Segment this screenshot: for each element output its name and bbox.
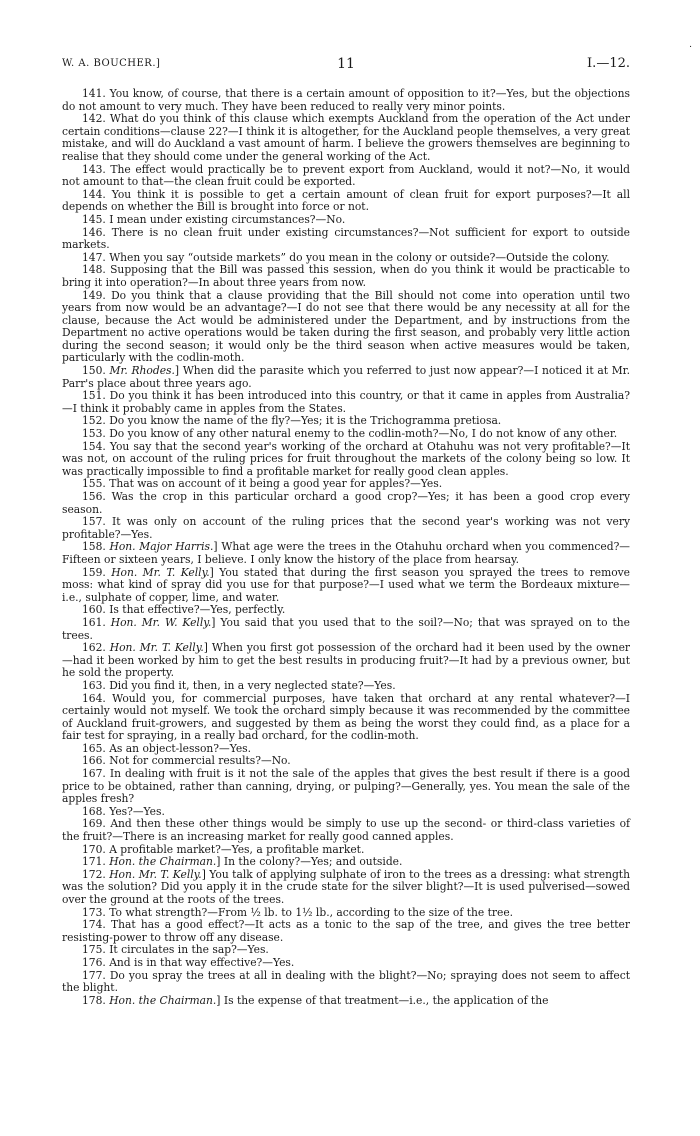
question-paragraph: 159. Hon. Mr. T. Kelly.] You stated that during the first season you sprayed the trees to remove moss: what kind of spray did you use for that purpose?—I used what we term the Bordeaux mixture—i.e., sulphate of copper, lime, and water. xyxy=(62,565,631,604)
speaker-name: Hon. Major Harris. xyxy=(109,540,214,554)
paragraph-text: 164. Would you, for commercial purposes, have taken that orchard at any rental whatever?—I certainly would not myself. We took the orchard simply because it was recommended by the committee of Auckland fruit-growers, and suggested by them as being the worst they could find, as a place for a fair test for spraying, in a really bad orchard, for the codlin-moth. xyxy=(62,691,630,743)
speaker-name: Hon. Mr. T. Kelly. xyxy=(109,867,202,881)
paragraph-text: 167. In dealing with fruit is it not the sale of the apples that gives the best result if there is a good price to be obtained, rather than canning, drying, or pulping?—Generally, yes. You mean the sale of the apples fresh? xyxy=(62,767,630,806)
document-reference: I.—12. xyxy=(587,56,630,71)
paragraph-text: 156. Was the crop in this particular orchard a good crop?—Yes; it has been a good crop every season. xyxy=(62,490,630,516)
paragraph-text: 142. What do you think of this clause which exempts Auckland from the operation of the Act under certain conditions—clause 22?—I think it is altogether, for the Auckland people themselves, a very great mistake, and will do Auckland a vast amount of harm. I believe the growers themselves are beginning to realise that they should come under the general working of the Act. xyxy=(62,112,630,163)
question-paragraph: 161. Hon. Mr. W. Kelly.] You said that you used that to the soil?—No; that was sprayed on to the trees. xyxy=(62,615,630,642)
paragraph-text: 168. Yes?—Yes. xyxy=(82,804,165,818)
question-paragraph xyxy=(62,290,630,366)
paragraph-text: 160. Is that effective?—Yes, perfectly. xyxy=(82,603,286,617)
question-paragraph: 172. Hon. Mr. T. Kelly.] You talk of applying sulphate of iron to the trees as a dressing: what strength was the solution? Did you apply it in the crude state for the silver blight?—It is used pulverised—sowed over the ground at the roots of the trees. xyxy=(62,867,630,906)
question-paragraph xyxy=(62,164,630,189)
paragraph-text: Is the expense of that treatment—i.e., the application of the xyxy=(223,993,549,1007)
question-number: 158. xyxy=(82,540,110,554)
question-paragraph: 178. Hon. the Chairman.] Is the expense of that treatment—i.e., the application of the xyxy=(82,993,549,1007)
paragraph-text: 154. You say that the second year's working of the orchard at Otahuhu was not very profitable?—It was not, on account of the ruling prices for fruit throughout the markets of the colony being so low. It was practically impossible to find a profitable market for really good clean apples. xyxy=(62,439,630,478)
paragraph-text: 152. Do you know the name of the fly?—Yes; it is the Trichogramma pretiosa. xyxy=(82,414,502,428)
question-number: 150. xyxy=(82,364,110,378)
paragraph-text: When did the parasite which you referred to just now appear?—I noticed it at Mr. Parr's place about three years ago. xyxy=(62,364,630,390)
paragraph-text: You said that you used that to the soil?—No; that was sprayed on to the trees. xyxy=(62,615,630,642)
question-paragraph: 158. Hon. Major Harris.] What age were the trees in the Otahuhu orchard when you commenced?—Fifteen or sixteen years, I believe. I only know the history of the place from hearsay. xyxy=(62,540,630,566)
paragraph-text: What age were the trees in the Otahuhu orchard when you commenced?—Fifteen or sixteen years, I believe. I only know the history of the place from hearsay. xyxy=(62,540,630,566)
question-paragraph xyxy=(62,491,630,516)
question-paragraph xyxy=(62,516,630,541)
paragraph-text: In the colony?—Yes; and outside. xyxy=(223,855,403,869)
paragraph-text: 153. Do you know of any other natural enemy to the codlin-moth?—No, I do not know of any other. xyxy=(82,427,618,441)
paragraph-text: 157. It was only on account of the ruling prices that the second year's working was not very profitable?—Yes. xyxy=(62,515,630,541)
question-paragraph xyxy=(62,919,630,944)
paragraph-text: 143. The effect would practically be to prevent export from Auckland, would it not?—No, it would not amount to that—the clean fruit could be exported. xyxy=(62,162,630,189)
paragraph-text: When you first got possession of the orchard had it been used by the owner—had it been worked by him to get the best results in producing fruit?—It had by a previous owner, but he sold the property. xyxy=(62,641,631,680)
paragraph-text: 169. And then these other things would be simply to use up the second- or third-class varieties of the fruit?—There is an increasing market for really good canned apples. xyxy=(62,817,630,844)
question-number: 178. xyxy=(82,993,110,1007)
evidence-body xyxy=(62,88,630,1007)
paragraph-text: 173. To what strength?—From ½ lb. to 1½ lb., according to the size of the tree. xyxy=(82,905,514,919)
paragraph-text: 149. Do you think that a clause providing that the Bill should not come into operation until two years from now would be an advantage?—I do not see that there would be any necessity at all for the clause, because the Act would be administered under the Department, and by instructions from the Department no active operations would be taken during the first season, and probably very little action during the second season; it would only be the third season when active measures would be taken, particularly with the codlin-moth. xyxy=(62,288,630,365)
question-paragraph xyxy=(62,113,630,163)
paragraph-text: You talk of applying sulphate of iron to the trees as a dressing: what strength was the solution? Did you apply it in the crude state for the silver blight?—It is used pulverised—sowed over the ground at the roots of the trees. xyxy=(62,867,630,906)
paragraph-text: You stated that during the first season you sprayed the trees to remove moss: what kind of spray did you use for that purpose?—I used what we term the Bordeaux mixture—i.e., sulphate of copper, lime, and water. xyxy=(62,565,631,604)
question-paragraph xyxy=(62,441,630,479)
speaker-name: Hon. Mr. T. Kelly. xyxy=(111,565,210,579)
paragraph-text: 147. When you say “outside markets” do you mean in the colony or outside?—Outside the colony. xyxy=(82,250,610,264)
paragraph-text: 166. Not for commercial results?—No. xyxy=(82,754,291,768)
paragraph-text: 151. Do you think it has been introduced into this country, or that it came in apples from Australia?—I think it probably came in apples from the States. xyxy=(62,389,630,415)
paragraph-text: 175. It circulates in the sap?—Yes. xyxy=(82,943,269,957)
speaker-name: Hon. Mr. T. Kelly. xyxy=(109,641,204,655)
question-paragraph xyxy=(62,693,630,743)
question-paragraph xyxy=(62,818,630,843)
question-number: 172. xyxy=(82,867,110,881)
paragraph-text: 145. I mean under existing circumstances?—No. xyxy=(82,212,346,226)
question-paragraph xyxy=(62,768,630,806)
header-witness-name: W. A. BOUCHER.] xyxy=(62,58,161,69)
paragraph-text: 146. There is no clean fruit under existing circumstances?—Not sufficient for export to outside markets. xyxy=(62,225,630,252)
page-number: 11 xyxy=(337,56,355,72)
edge-mark: . xyxy=(689,40,692,50)
question-paragraph: 171. Hon. the Chairman.] In the colony?—Yes; and outside. xyxy=(82,855,403,869)
speaker-name: Hon. Mr. W. Kelly. xyxy=(110,615,212,629)
paragraph-text: 165. As an object-lesson?—Yes. xyxy=(82,741,252,755)
question-number: 159. xyxy=(82,565,112,579)
paragraph-text: 155. That was on account of it being a good year for apples?—Yes. xyxy=(82,477,443,491)
speaker-name: Mr. Rhodes. xyxy=(109,364,175,378)
paragraph-text: 170. A profitable market?—Yes, a profitable market. xyxy=(82,842,365,856)
paragraph-text: 163. Did you find it, then, in a very neglected state?—Yes. xyxy=(82,678,396,692)
paragraph-text: 176. And is in that way effective?—Yes. xyxy=(82,955,295,969)
question-paragraph xyxy=(62,970,630,995)
question-paragraph xyxy=(62,88,630,113)
question-paragraph xyxy=(62,227,630,252)
question-paragraph xyxy=(62,189,630,214)
question-paragraph: 150. Mr. Rhodes.] When did the parasite which you referred to just now appear?—I noticed it at Mr. Parr's place about three years ago. xyxy=(62,364,630,390)
question-paragraph: 162. Hon. Mr. T. Kelly.] When you first got possession of the orchard had it been used by the owner—had it been worked by him to get the best results in producing fruit?—It had by a previous owner, but he sold the property. xyxy=(62,641,631,680)
question-number: 161. xyxy=(82,615,111,629)
question-paragraph xyxy=(62,390,630,415)
question-number: 171. xyxy=(82,855,110,869)
paragraph-text: 141. You know, of course, that there is a certain amount of opposition to it?—Yes, but the objections do not amount to very much. They have been reduced to really very minor points. xyxy=(62,87,630,113)
page-header xyxy=(62,56,630,72)
speaker-name: Hon. the Chairman. xyxy=(109,855,217,869)
paragraph-text: 177. Do you spray the trees at all in dealing with the blight?—No; spraying does not seem to affect the blight. xyxy=(62,968,630,995)
question-paragraph xyxy=(62,264,630,289)
question-number: 162. xyxy=(82,641,110,655)
paragraph-text: 174. That has a good effect?—It acts as a tonic to the sap of the tree, and gives the tree better resisting-power to throw off any disease. xyxy=(62,918,630,944)
speaker-name: Hon. the Chairman. xyxy=(109,993,217,1007)
paragraph-text: 148. Supposing that the Bill was passed this session, when do you think it would be practicable to bring it into operation?—In about three years from now. xyxy=(62,263,630,289)
paragraph-text: 144. You think it is possible to get a certain amount of clean fruit for export purposes?—It all depends on whether the Bill is brought into force or not. xyxy=(62,187,630,214)
